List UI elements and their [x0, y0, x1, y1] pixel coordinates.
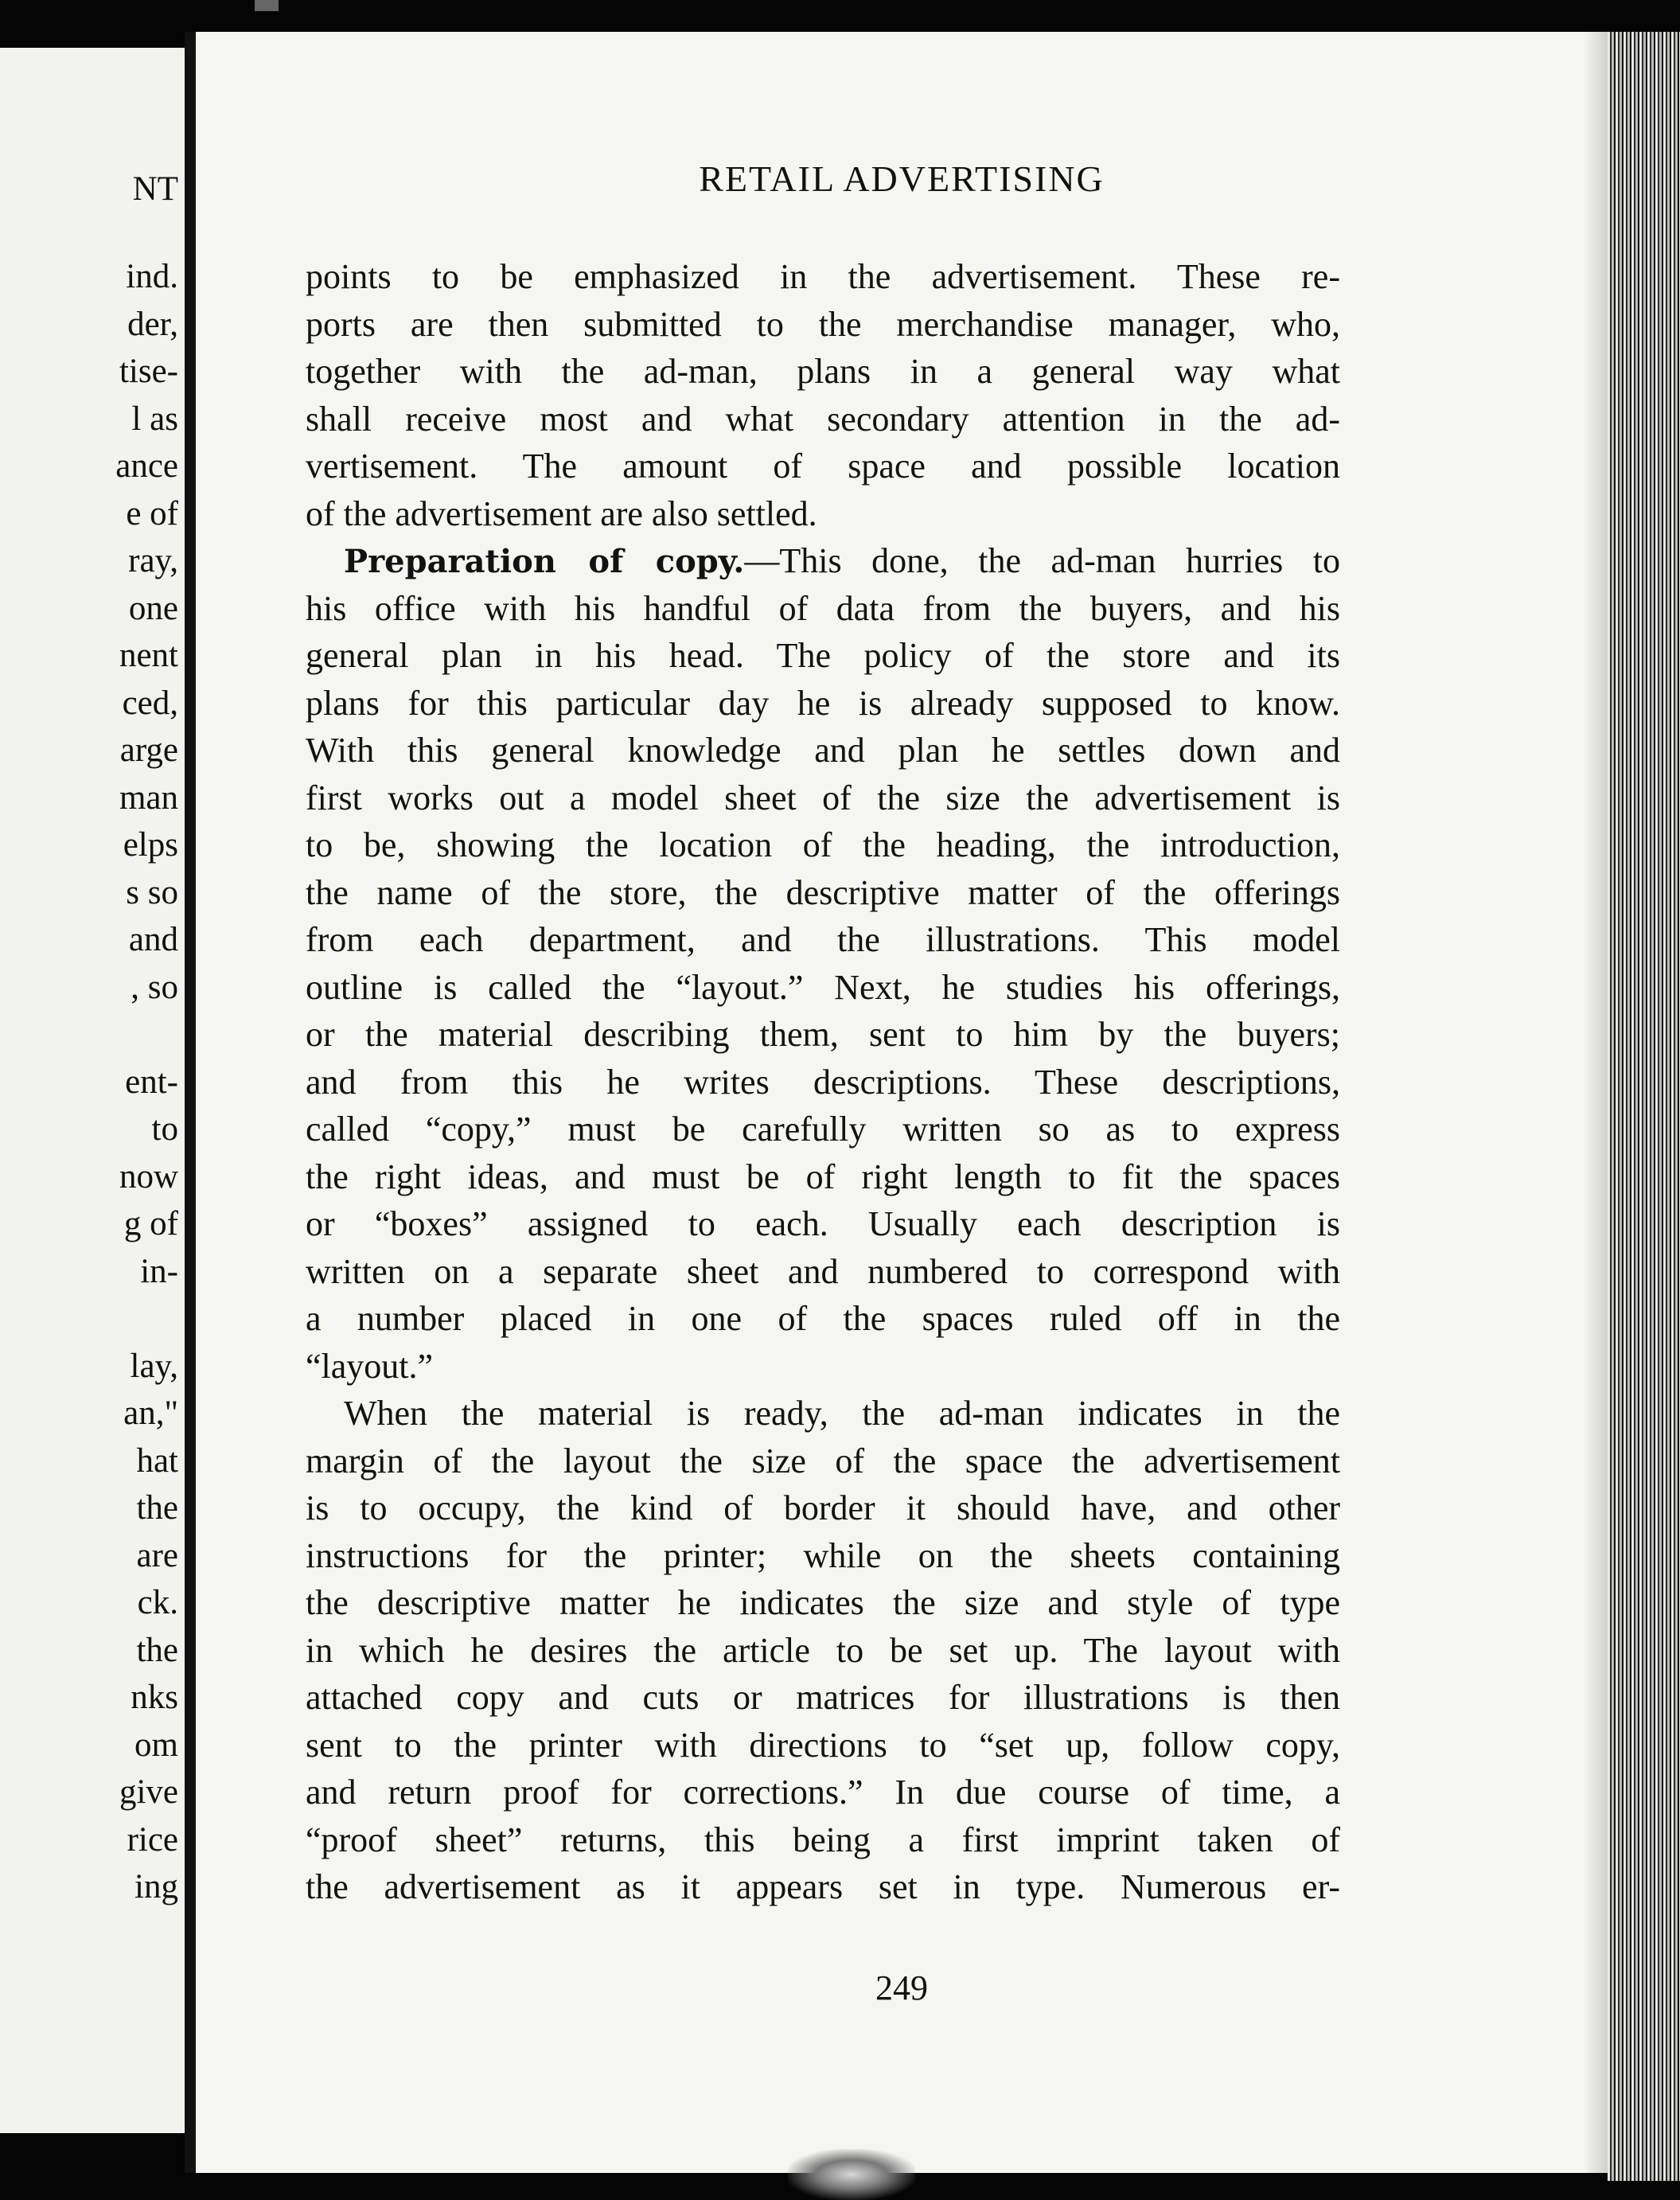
text-line: called “copy,” must be carefully written so as to express [306, 1110, 1340, 1149]
text-line: in which he desires the article to be set up. The layout with [306, 1630, 1340, 1670]
facing-page-fragment: the [136, 1489, 178, 1527]
facing-page-fragment: and [128, 921, 178, 958]
text-line: “proof sheet” returns, this being a first imprint taken of [306, 1820, 1340, 1859]
facing-page-fragment: nks [131, 1679, 178, 1716]
text-line: plans for this particular day he is already supposed to know. [306, 683, 1340, 723]
text-line: general plan in his head. The policy of the store and its [306, 636, 1340, 675]
text-line: to be, showing the location of the heading, the introduction, [306, 825, 1340, 864]
facing-page-fragment: man [119, 778, 178, 817]
text-line: and return proof for corrections.” In due course of time, a [306, 1773, 1340, 1812]
text-line: instructions for the printer; while on the sheets containing [306, 1535, 1340, 1575]
text-line: from each department, and the illustrations. This model [306, 920, 1340, 959]
facing-page-fragment: hat [136, 1441, 178, 1480]
facing-page-fragment: an," [123, 1395, 178, 1432]
facing-page-fragment: to [151, 1110, 178, 1148]
facing-page-fragment: ray, [128, 542, 178, 579]
text-line: and from this he writes descriptions. These descriptions, [306, 1062, 1340, 1102]
facing-page-fragment: ced, [122, 684, 178, 722]
text-line: the descriptive matter he indicates the size and style of type [306, 1583, 1340, 1622]
body-text [306, 253, 1340, 1911]
scan-artifact-top [255, 0, 279, 11]
facing-page-fragment: are [136, 1536, 178, 1574]
facing-page-fragment: g of [123, 1205, 178, 1242]
facing-page-fragment: om [134, 1726, 178, 1764]
text-line-section-start [306, 537, 1340, 585]
facing-page-fragment: rice [127, 1820, 178, 1859]
facing-page-fragment: ind. [126, 258, 178, 295]
text-line: margin of the layout the size of the space the advertisement [306, 1441, 1340, 1480]
facing-page-left [0, 48, 185, 2133]
facing-page-fragment: ing [134, 1868, 178, 1905]
text-line-rest: —This done, the ad-man hurries to [744, 541, 1340, 580]
text-line: sent to the printer with directions to “set up, follow copy, [306, 1725, 1340, 1765]
facing-page-fragment: NT [132, 170, 178, 208]
text-line: outline is called the “layout.” Next, he studies his offerings, [306, 967, 1340, 1007]
facing-page-fragment: lay, [130, 1347, 178, 1385]
text-line: the right ideas, and must be of right length to fit the spaces [306, 1157, 1340, 1196]
facing-page-fragment: give [119, 1773, 178, 1811]
facing-page-fragment: ance [115, 447, 178, 485]
facing-page-fragment: now [119, 1157, 178, 1196]
text-line: the advertisement as it appears set in type. Numerous er- [306, 1867, 1340, 1906]
text-line: or “boxes” assigned to each. Usually each description is [306, 1204, 1340, 1243]
facing-page-fragment: s so [126, 873, 178, 911]
text-line: vertisement. The amount of space and possible location [306, 447, 1340, 486]
text-line: the name of the store, the descriptive matter of the offerings [306, 872, 1340, 912]
running-head: RETAIL ADVERTISING [699, 158, 1105, 199]
facing-page-fragment: ent- [125, 1063, 178, 1101]
text-line: his office with his handful of data from the buyers, and his [306, 588, 1340, 628]
facing-page-fragment: the [136, 1631, 178, 1669]
page-stack-edge [1608, 32, 1680, 2181]
section-heading: Preparation of copy. [344, 543, 745, 580]
text-line: With this general knowledge and plan he settles down and [306, 731, 1340, 770]
page-number: 249 [875, 1968, 928, 2007]
facing-page-fragment: elps [123, 826, 178, 864]
facing-page-fragment: l as [131, 400, 178, 438]
facing-page-fragment: tise- [119, 353, 178, 390]
text-line: or the material describing them, sent to him by the buyers; [306, 1015, 1340, 1054]
facing-page-fragment: ck. [137, 1584, 178, 1621]
text-line: ports are then submitted to the merchandise manager, who, [306, 304, 1340, 344]
scan-artifact-bottom [788, 2149, 915, 2200]
text-line: When the material is ready, the ad-man indicates in the [344, 1394, 1340, 1433]
text-line: attached copy and cuts or matrices for illustrations is then [306, 1678, 1340, 1717]
text-line: shall receive most and what secondary attention in the ad- [306, 399, 1340, 439]
text-line: together with the ad-man, plans in a general way what [306, 352, 1340, 391]
text-line: written on a separate sheet and numbered to correspond with [306, 1251, 1340, 1291]
facing-page-fragment: in- [140, 1252, 178, 1290]
text-line: of the advertisement are also settled. [306, 493, 817, 533]
page-edge-shadow [1584, 32, 1608, 2173]
text-line: is to occupy, the kind of border it should have, and other [306, 1488, 1340, 1527]
text-line: first works out a model sheet of the size the advertisement is [306, 778, 1340, 817]
text-line: “layout.” [306, 1346, 434, 1386]
facing-page-fragment: one [128, 589, 178, 627]
text-line: points to be emphasized in the advertisement. These re- [306, 257, 1340, 296]
facing-page-fragment: nent [119, 637, 178, 674]
text-line: a number placed in one of the spaces ruled off in the [306, 1299, 1340, 1338]
facing-page-fragment: e of [126, 494, 178, 532]
facing-page-fragment: , so [131, 968, 178, 1006]
gutter [185, 32, 196, 2173]
facing-page-fragment: arge [119, 731, 178, 769]
facing-page-fragment: der, [127, 305, 178, 343]
